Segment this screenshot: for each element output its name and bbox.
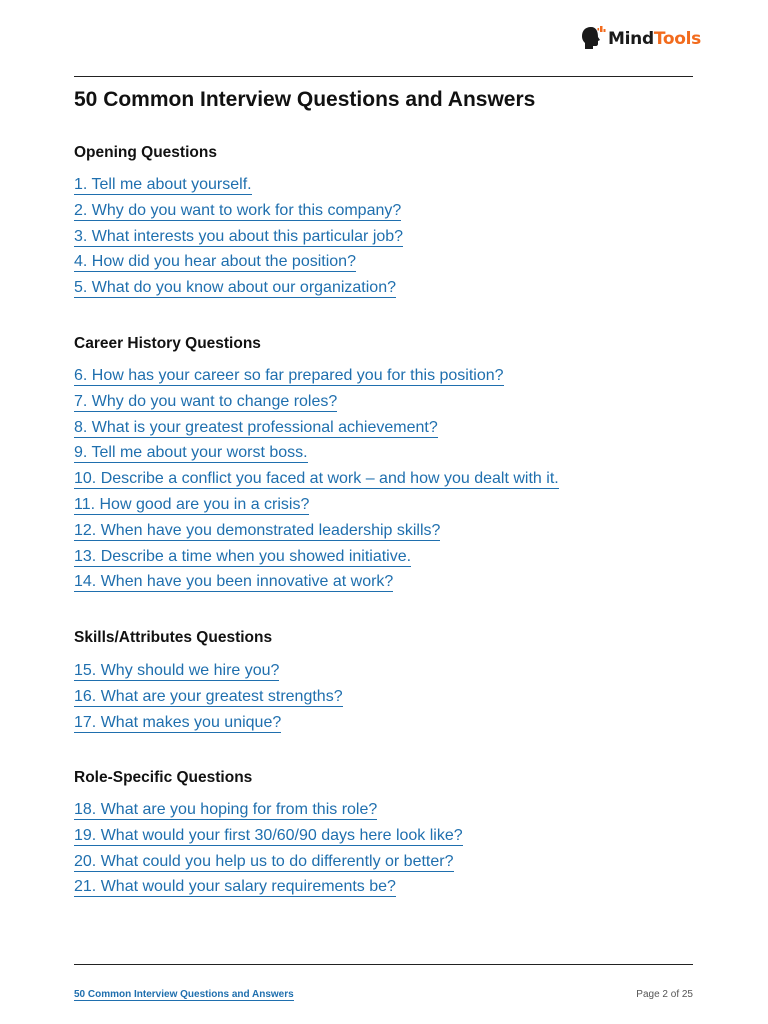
header-divider [74, 76, 693, 77]
list-item [74, 520, 559, 546]
question-link[interactable]: 9. Tell me about your worst boss. [74, 444, 308, 462]
logo-tools-text: Tools [653, 29, 701, 49]
list-item [74, 365, 559, 391]
question-link[interactable]: 19. What would your first 30/60/90 days here look like? [74, 826, 463, 844]
question-link[interactable]: 4. How did you hear about the position? [74, 253, 356, 271]
list-item [74, 876, 463, 902]
list-item [74, 417, 559, 443]
footer-document-title-link[interactable]: 50 Common Interview Questions and Answers [74, 989, 294, 1000]
question-link[interactable]: 5. What do you know about our organization? [74, 279, 396, 297]
question-list-skills-attributes [74, 660, 343, 737]
question-link[interactable]: 21. What would your salary requirements be? [74, 878, 396, 896]
question-link[interactable]: 2. Why do you want to work for this company? [74, 201, 402, 219]
list-item [74, 251, 403, 277]
list-item [74, 546, 559, 572]
list-item [74, 712, 343, 738]
question-list-career-history [74, 365, 559, 597]
list-item [74, 851, 463, 877]
question-link[interactable]: 14. When have you been innovative at work? [74, 573, 394, 591]
question-link[interactable]: 17. What makes you unique? [74, 713, 282, 731]
list-item [74, 660, 343, 686]
list-item [74, 277, 403, 303]
page-number: Page 2 of 25 [636, 989, 693, 1000]
list-item [74, 799, 463, 825]
section-heading-skills-attributes: Skills/Attributes Questions [74, 629, 273, 646]
question-link[interactable]: 6. How has your career so far prepared you for this position? [74, 367, 504, 384]
page-title: 50 Common Interview Questions and Answers [74, 88, 536, 111]
section-heading-role-specific: Role-Specific Questions [74, 769, 253, 786]
logo-mind-text: Mind [608, 29, 654, 49]
question-link[interactable]: 15. Why should we hire you? [74, 662, 280, 679]
list-item [74, 200, 403, 226]
question-link[interactable]: 18. What are you hoping for from this role? [74, 801, 378, 818]
section-heading-career-history: Career History Questions [74, 335, 261, 352]
list-item [74, 442, 559, 468]
head-logo-icon [580, 24, 606, 54]
list-item [74, 825, 463, 851]
question-link[interactable]: 3. What interests you about this particular job? [74, 227, 404, 245]
list-item [74, 571, 559, 597]
mindtools-logo[interactable] [580, 24, 701, 54]
footer-divider [74, 964, 693, 965]
logo-wordmark [608, 29, 701, 49]
list-item [74, 494, 559, 520]
question-link[interactable]: 13. Describe a time when you showed initiative. [74, 547, 412, 565]
question-link[interactable]: 1. Tell me about yourself. [74, 176, 252, 193]
question-link[interactable]: 11. How good are you in a crisis? [74, 495, 310, 513]
list-item [74, 174, 403, 200]
question-list-role-specific [74, 799, 463, 902]
section-heading-opening: Opening Questions [74, 144, 217, 161]
question-link[interactable]: 10. Describe a conflict you faced at work – and how you dealt with it. [74, 470, 559, 488]
list-item [74, 391, 559, 417]
question-link[interactable]: 8. What is your greatest professional achievement? [74, 418, 438, 436]
list-item [74, 468, 559, 494]
list-item [74, 226, 403, 252]
question-link[interactable]: 20. What could you help us to do differently or better? [74, 852, 454, 870]
list-item [74, 686, 343, 712]
question-list-opening [74, 174, 403, 303]
question-link[interactable]: 12. When have you demonstrated leadership skills? [74, 521, 441, 539]
question-link[interactable]: 16. What are your greatest strengths? [74, 687, 343, 705]
question-link[interactable]: 7. Why do you want to change roles? [74, 392, 338, 410]
